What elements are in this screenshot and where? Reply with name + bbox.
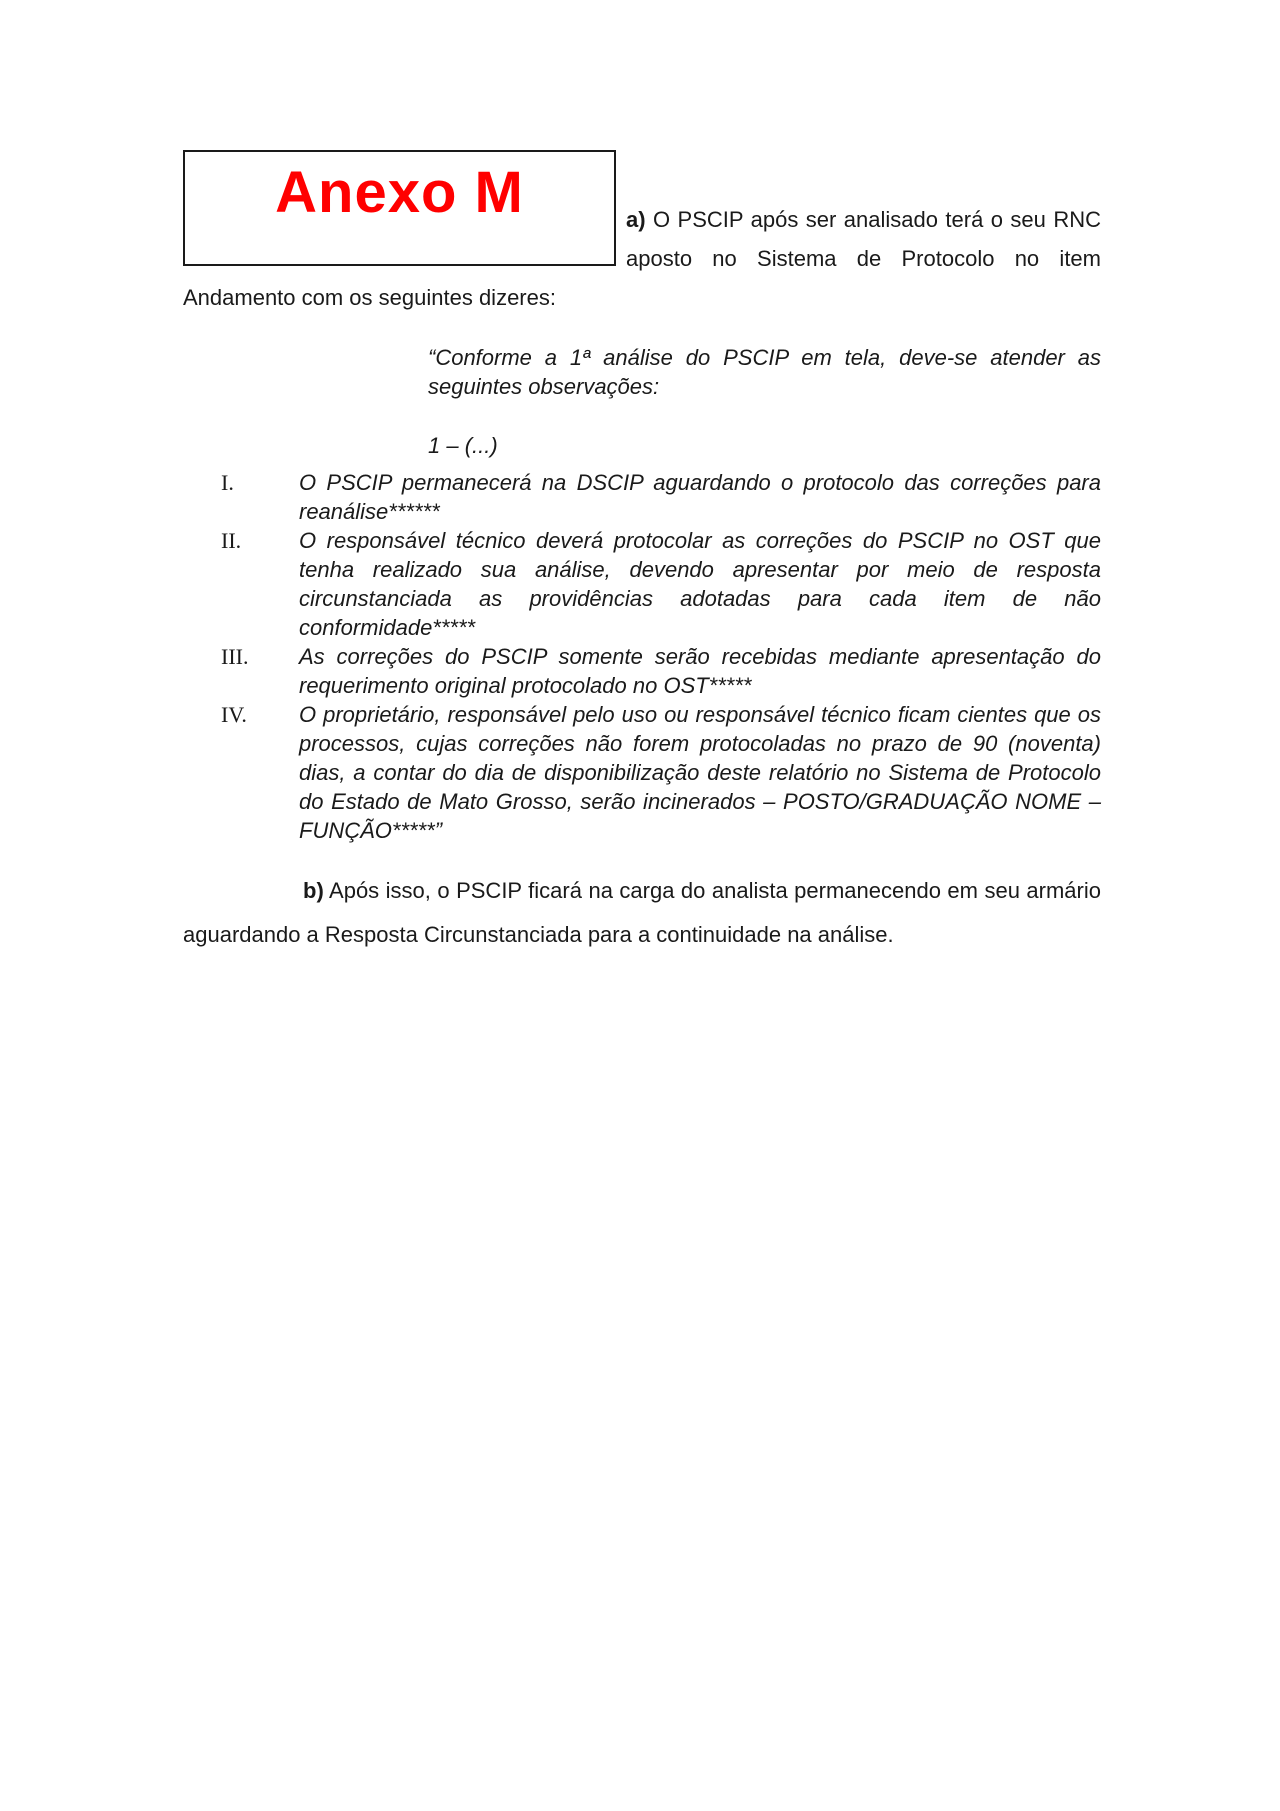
list-item-text: O proprietário, responsável pelo uso ou responsável técnico ficam cientes que os processos, cujas correções não forem protocoladas no prazo de 90 (noventa) dias, a contar do dia de disponibilização deste relatório no Sistema de Protocolo do Estado de Mato Grosso, serão incinerados – POSTO/GRADUAÇÃO NOME – FUNÇÃO*****”	[299, 702, 1101, 843]
list-item-text: O responsável técnico deverá protocolar as correções do PSCIP no OST que tenha realizado sua análise, devendo apresentar por meio de resposta circunstanciada as providências adotadas para cada item de não conformidade*****	[299, 528, 1101, 640]
closing-text: Após isso, o PSCIP ficará na carga do analista permanecendo em seu armário aguardando a Resposta Circunstanciada para a continuidade na análise.	[183, 878, 1101, 947]
list-item-text: As correções do PSCIP somente serão recebidas mediante apresentação do requerimento original protocolado no OST*****	[299, 644, 1101, 698]
list-item-number: II.	[221, 528, 242, 553]
closing-paragraph	[183, 869, 1101, 957]
list-item-text: O PSCIP permanecerá na DSCIP aguardando o protocolo das correções para reanálise******	[299, 470, 1101, 524]
quote-item-1: 1 – (...)	[428, 433, 498, 458]
intro-text: O PSCIP após ser analisado terá o seu RNC aposto no Sistema de Protocolo no item Andamento com os seguintes dizeres:	[183, 207, 1101, 310]
document-page	[183, 150, 1101, 957]
roman-list	[183, 468, 1101, 845]
list-item-number: IV.	[221, 702, 247, 727]
closing-label: b)	[303, 878, 324, 903]
list-item-number: I.	[221, 470, 234, 495]
list-item	[183, 468, 1101, 526]
list-item	[183, 526, 1101, 642]
annex-title: Anexo M	[275, 160, 524, 225]
list-item-number: III.	[221, 644, 249, 669]
quote-opening: “Conforme a 1ª análise do PSCIP em tela, deve-se atender as seguintes observações:	[428, 345, 1101, 399]
list-item	[183, 700, 1101, 845]
intro-label: a)	[626, 207, 646, 232]
annex-title-box	[183, 150, 616, 266]
list-item	[183, 642, 1101, 700]
